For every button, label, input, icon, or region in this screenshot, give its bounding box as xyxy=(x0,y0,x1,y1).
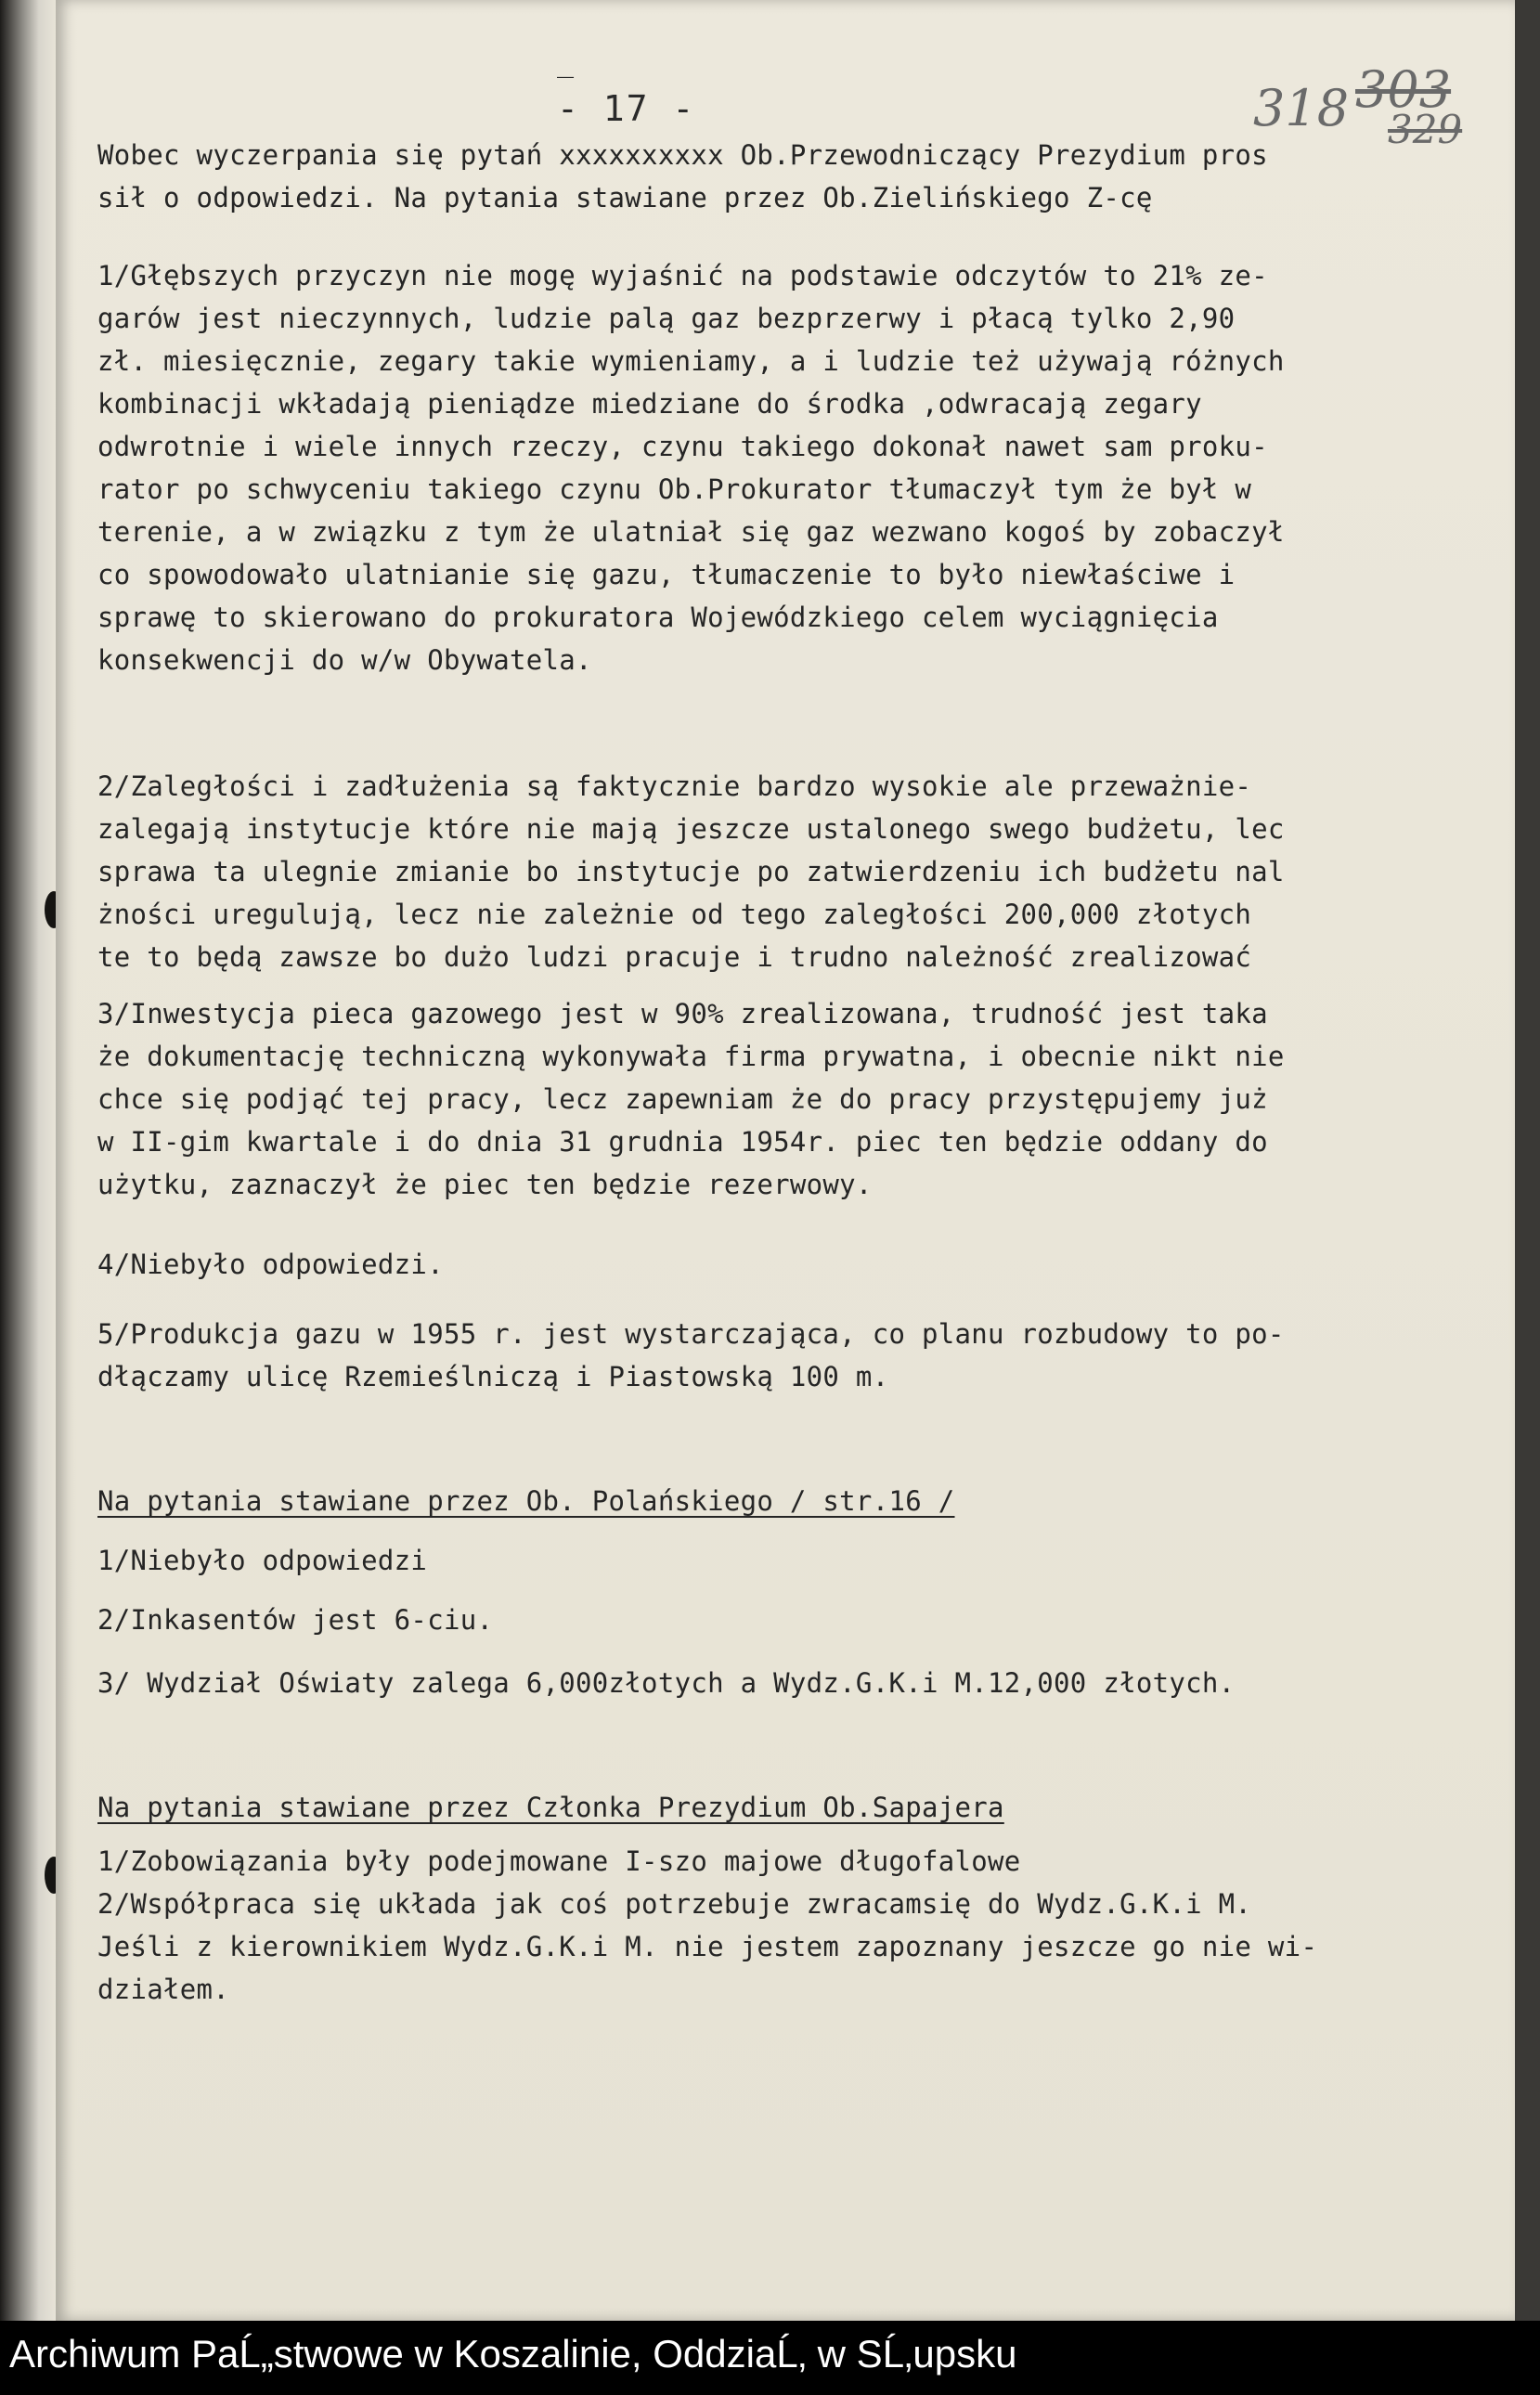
answer-1 xyxy=(97,260,1499,687)
text-line: konsekwencji do w/w Obywatela. xyxy=(97,644,592,676)
archive-ref-old: 303 xyxy=(1355,60,1452,119)
text-line: 1/Głębszych przyczyn nie mogę wyjaśnić na podstawie odczytów to 21% ze- xyxy=(97,260,1268,291)
text-line: rator po schwyceniu takiego czynu Ob.Prokurator tłumaczył tym że był w xyxy=(97,473,1252,505)
answer-3 xyxy=(97,998,1499,1211)
text-line: kombinacji wkładają pieniądze miedziane do środka ,odwracają zegary xyxy=(97,388,1202,420)
text-line: 3/ Wydział Oświaty zalega 6,000złotych a Wydz.G.K.i M.12,000 złotych. xyxy=(97,1667,1236,1699)
text-line: sił o odpowiedzi. Na pytania stawiane przez Ob.Zielińskiego Z-cę xyxy=(97,182,1153,214)
text-line: 1/Zobowiązania były podejmowane I-szo majowe długofalowe xyxy=(97,1845,1021,1877)
binding-edge xyxy=(0,0,56,2321)
text-line: działem. xyxy=(97,1974,230,2005)
text-line: 1/Niebyło odpowiedzi xyxy=(97,1545,428,1576)
archive-footer-text: Archiwum PaĹ„stwowe w Koszalinie, OddziaĹ‚ w SĹ‚upsku xyxy=(9,2332,1017,2376)
text-line: chce się podjąć tej pracy, lecz zapewniam że do pracy przystępujemy już xyxy=(97,1083,1268,1115)
text-line: zalegają instytucje które nie mają jeszcze ustalonego swego budżetu, lec xyxy=(97,813,1285,845)
page-number-dash: _ xyxy=(557,46,575,79)
text-line: Wobec wyczerpania się pytań xxxxxxxxxx Ob.Przewodniczący Prezydium pros xyxy=(97,139,1268,171)
text-line: żności uregulują, lecz nie zależnie od tego zaległości 200,000 złotych xyxy=(97,899,1252,930)
text-line: garów jest nieczynnych, ludzie palą gaz bezprzerwy i płacą tylko 2,90 xyxy=(97,303,1236,334)
text-line: dłączamy ulicę Rzemieślniczą i Piastowską 100 m. xyxy=(97,1361,889,1392)
text-line: zł. miesięcznie, zegary takie wymieniamy, a i ludzie też używają różnych xyxy=(97,345,1285,377)
text-line: Jeśli z kierownikiem Wydz.G.K.i M. nie jestem zapoznany jeszcze go nie wi- xyxy=(97,1931,1318,1962)
section-heading: Na pytania stawiane przez Ob. Polańskiego / str.16 / xyxy=(97,1485,955,1517)
text-line: że dokumentację techniczną wykonywała firma prywatna, i obecnie nikt nie xyxy=(97,1041,1285,1072)
text-line: te to będą zawsze bo dużo ludzi pracuje i trudno należność zrealizować xyxy=(97,941,1252,973)
answer-5 xyxy=(97,1318,1499,1404)
text-line: 4/Niebyło odpowiedzi. xyxy=(97,1249,444,1280)
text-line: w II-gim kwartale i do dnia 31 grudnia 1954r. piec ten będzie oddany do xyxy=(97,1126,1268,1158)
archive-ref-current: 318 xyxy=(1253,79,1350,137)
text-line: odwrotnie i wiele innych rzeczy, czynu takiego dokonał nawet sam proku- xyxy=(97,431,1268,462)
text-line: 2/Współpraca się układa jak coś potrzebuje zwracamsię do Wydz.G.K.i M. xyxy=(97,1888,1252,1920)
answer-4 xyxy=(97,1249,1499,1291)
polanski-answers xyxy=(97,1485,1499,1710)
archive-footer xyxy=(0,2321,1540,2395)
page-number: - 17 - xyxy=(557,88,696,129)
archive-ref-old: 329 xyxy=(1388,107,1463,152)
text-line: 3/Inwestycja pieca gazowego jest w 90% zrealizowana, trudność jest taka xyxy=(97,998,1268,1029)
sapajer-answers xyxy=(97,1792,1499,2016)
text-line: sprawa ta ulegnie zmianie bo instytucje po zatwierdzeniu ich budżetu nal xyxy=(97,856,1285,887)
text-line: sprawę to skierowano do prokuratora Wojewódzkiego celem wyciągnięcia xyxy=(97,602,1219,633)
text-line: 2/Inkasentów jest 6-ciu. xyxy=(97,1604,494,1636)
answer-2 xyxy=(97,770,1499,984)
text-line: 5/Produkcja gazu w 1955 r. jest wystarczająca, co planu rozbudowy to po- xyxy=(97,1318,1285,1350)
text-line: użytku, zaznaczył że piec ten będzie rezerwowy. xyxy=(97,1169,873,1200)
section-heading: Na pytania stawiane przez Członka Prezydium Ob.Sapajera xyxy=(97,1792,1004,1823)
text-line: co spowodowało ulatnianie się gazu, tłumaczenie to było niewłaściwe i xyxy=(97,559,1236,590)
text-line: terenie, a w związku z tym że ulatniał się gaz wezwano kogoś by zobaczył xyxy=(97,516,1285,548)
intro-paragraph xyxy=(97,139,1499,225)
text-line: 2/Zaległości i zadłużenia są faktycznie bardzo wysokie ale przeważnie- xyxy=(97,770,1252,802)
